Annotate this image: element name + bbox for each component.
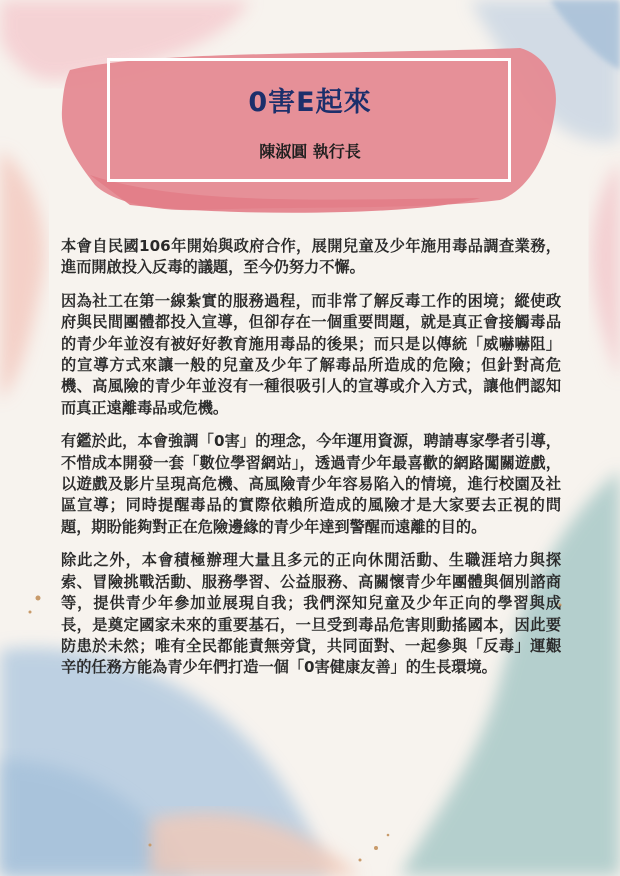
title-frame bbox=[107, 58, 511, 182]
article-body bbox=[61, 236, 561, 691]
page-title: 0害E起來 bbox=[248, 87, 372, 118]
paragraph-4: 除此之外，本會積極辦理大量且多元的正向休閒活動、生職涯培力與探索、冒險挑戰活動、服務學習、公益服務、高關懷青少年團體與個別諮商等，提供青少年參加並展現自我；我們深知兒童及少年正向的學習與成長，是奠定國家未來的重要基石，一旦受到毒品危害則動搖國本，因此要防患於未然；唯有全民都能責無旁貸，共同面對、一起參與「反毒」運艱辛的任務方能為青少年們打造一個「0害健康友善」的生長環境。 bbox=[61, 551, 561, 677]
paragraph-3: 有鑑於此，本會強調「0害」的理念，今年運用資源，聘請專家學者引導，不惜成本開發一套「數位學習網站」，透過青少年最喜歡的網路闖關遊戲，以遊戲及影片呈現高危機、高風險青少年容易陷入的情境，進行校園及社區宣導；同時提醒毒品的實際依賴所造成的風險才是大家要去正視的問題，期盼能夠對正在危險邊緣的青少年達到警醒而遠離的目的。 bbox=[61, 432, 561, 536]
author-line: 陳淑圓 執行長 bbox=[259, 142, 361, 161]
paragraph-1: 本會自民國106年開始與政府合作，展開兒童及少年施用毒品調查業務，進而開啟投入反毒的議題，至今仍努力不懈。 bbox=[61, 237, 561, 277]
paragraph-2: 因為社工在第一線紮實的服務過程，而非常了解反毒工作的困境；縱使政府與民間團體都投入宣導，但卻存在一個重要問題，就是真正會接觸毒品的青少年並沒有被好好教育施用毒品的後果；而只是以傳統「威嚇嚇阻」的宣導方式來讓一般的兒童及少年了解毒品所造成的危險；但針對高危機、高風險的青少年並沒有一種很吸引人的宣導或介入方式，讓他們認知而真正遠離毒品或危機。 bbox=[61, 291, 561, 417]
